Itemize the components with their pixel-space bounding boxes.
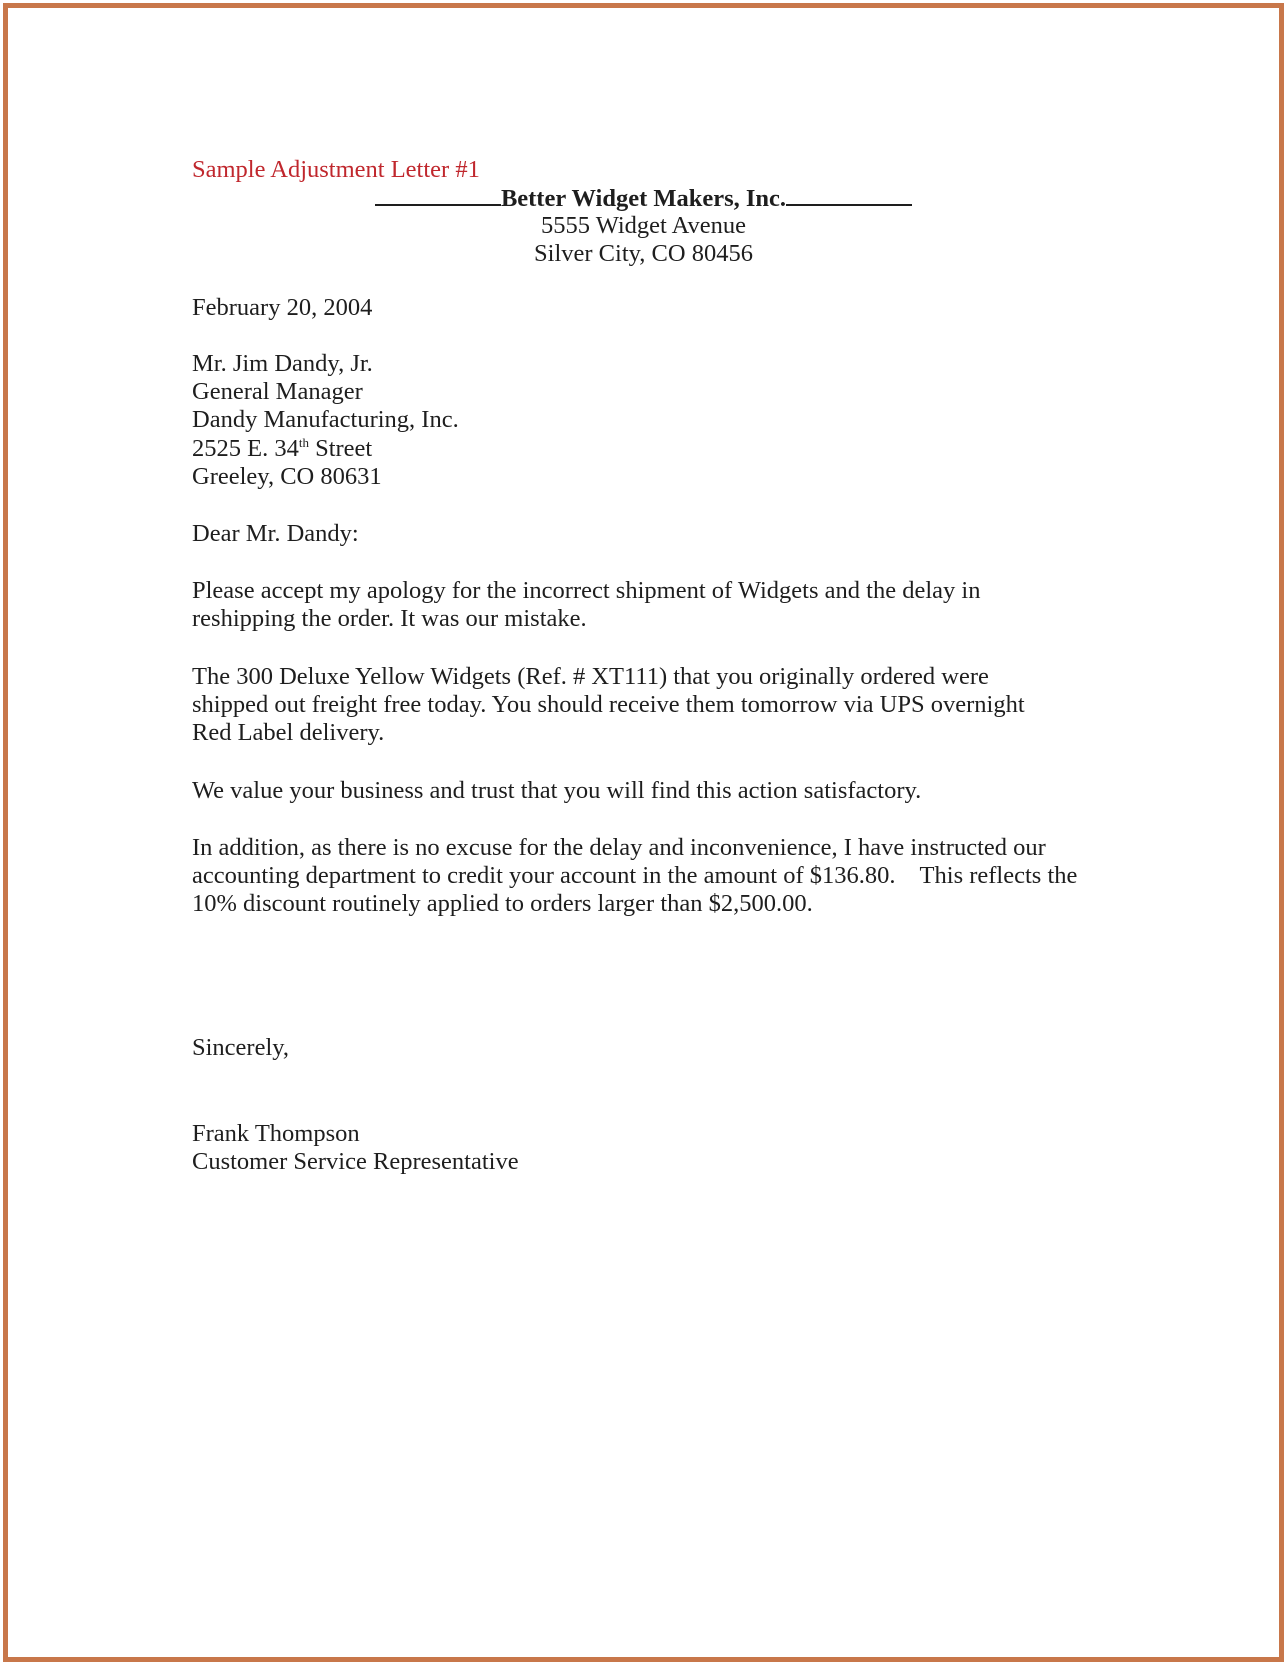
paragraph-1-line-2: reshipping the order. It was our mistake. <box>192 605 587 632</box>
recipient-street <box>192 434 372 463</box>
paragraph-4-line-1: In addition, as there is no excuse for the delay and inconvenience, I have instructed our <box>192 834 1046 861</box>
paragraph-2-line-2: shipped out freight free today. You should receive them tomorrow via UPS overnight <box>192 691 1025 718</box>
recipient-street-name: Street <box>308 435 373 462</box>
letter-date: February 20, 2004 <box>192 294 373 321</box>
closing: Sincerely, <box>192 1034 290 1061</box>
company-address-line2: Silver City, CO 80456 <box>534 240 753 267</box>
company-name: Better Widget Makers, Inc. <box>500 185 787 212</box>
salutation: Dear Mr. Dandy: <box>192 520 359 547</box>
paragraph-2-line-1: The 300 Deluxe Yellow Widgets (Ref. # XT111) that you originally ordered were <box>192 663 989 690</box>
recipient-title: General Manager <box>192 378 363 405</box>
paragraph-1-line-1: Please accept my apology for the incorrect shipment of Widgets and the delay in <box>192 577 981 604</box>
recipient-street-suffix: th <box>298 434 309 450</box>
paragraph-4-line-3: 10% discount routinely applied to orders larger than $2,500.00. <box>192 890 813 917</box>
company-address-line1: 5555 Widget Avenue <box>541 212 746 239</box>
sample-label: Sample Adjustment Letter #1 <box>192 156 480 183</box>
paragraph-3-line-1: We value your business and trust that you will find this action satisfactory. <box>192 777 922 804</box>
recipient-city-state-zip: Greeley, CO 80631 <box>192 463 382 490</box>
recipient-street-number: 2525 E. 34 <box>192 435 299 462</box>
letter-page <box>8 8 1279 1657</box>
paragraph-2-line-3: Red Label delivery. <box>192 719 385 746</box>
recipient-company: Dandy Manufacturing, Inc. <box>192 406 459 433</box>
signature-name: Frank Thompson <box>192 1120 360 1147</box>
company-header <box>8 182 1279 213</box>
header-rule-left <box>375 182 501 206</box>
header-rule-right <box>786 182 912 206</box>
signature-title: Customer Service Representative <box>192 1148 519 1175</box>
recipient-name: Mr. Jim Dandy, Jr. <box>192 350 373 377</box>
paragraph-4-line-2: accounting department to credit your account in the amount of $136.80. This reflects the <box>192 862 1078 889</box>
